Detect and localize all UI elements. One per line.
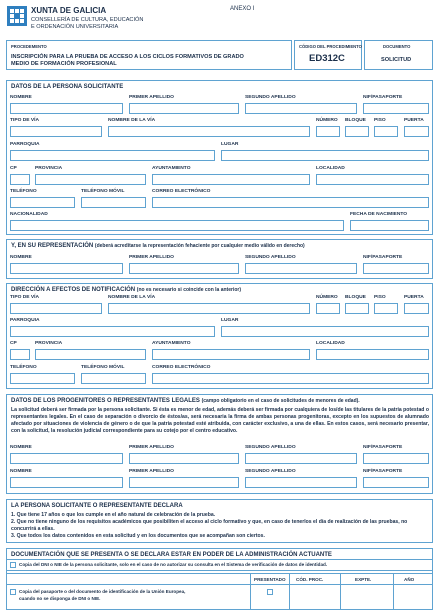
notif-door-label: PUERTA [404, 295, 424, 300]
doc2-checkbox[interactable] [10, 589, 16, 595]
applicant-street-type-label: TIPO DE VÍA [10, 118, 40, 123]
notif-block-field[interactable] [345, 303, 369, 314]
col-presented: PRESENTADO [254, 577, 286, 582]
notif-email-field[interactable] [152, 373, 429, 384]
applicant-council-label: AYUNTAMIENTO [152, 166, 191, 171]
notif-mobile-field[interactable] [81, 373, 146, 384]
parent2-surname1-label: PRIMER APELLIDO [129, 469, 174, 474]
notif-mobile-label: TELÉFONO MÓVIL [81, 365, 125, 370]
parent1-surname2-field[interactable] [245, 453, 357, 464]
ministry-line-2: E ORDENACIÓN UNIVERSITARIA [31, 24, 119, 30]
notif-province-field[interactable] [35, 349, 146, 360]
parent2-nif-label: NIF/PASAPORTE [363, 469, 403, 474]
applicant-province-label: PROVINCIA [35, 166, 63, 171]
applicant-phone-label: TELÉFONO [10, 189, 37, 194]
notif-locality-field[interactable] [316, 349, 429, 360]
applicant-street-name-label: NOMBRE DE LA VÍA [108, 118, 156, 123]
notif-province-label: PROVINCIA [35, 341, 63, 346]
parent1-surname1-label: PRIMER APELLIDO [129, 445, 174, 450]
applicant-name-field[interactable] [10, 103, 123, 114]
applicant-floor-field[interactable] [374, 126, 398, 137]
doc2-label-1: Copia del pasaporte o del documento de identificación de la Unión Europea, [19, 589, 186, 594]
applicant-floor-label: PISO [374, 118, 386, 123]
notif-council-field[interactable] [152, 349, 310, 360]
declaration-section [6, 499, 433, 543]
parent1-surname1-field[interactable] [129, 453, 239, 464]
applicant-number-label: NÚMERO [316, 118, 338, 123]
declaration-item-3: 3. Que todos los datos contenidos en esta solicitud y en los documentos que se acompañan son ciertos. [11, 533, 265, 539]
applicant-surname1-label: PRIMER APELLIDO [129, 95, 174, 100]
notification-heading: DIRECCIÓN A EFECTOS DE NOTIFICACIÓN [11, 287, 136, 293]
notification-title [11, 287, 241, 293]
parent2-nif-field[interactable] [363, 477, 429, 488]
document-box [364, 40, 433, 70]
applicant-locality-field[interactable] [316, 174, 429, 185]
applicant-parish-label: PARROQUIA [10, 142, 40, 147]
doc1-checkbox[interactable] [10, 562, 16, 568]
annex-label: ANEXO I [230, 6, 255, 12]
applicant-province-field[interactable] [35, 174, 146, 185]
document-type: SOLICITUD [381, 57, 412, 63]
col-proc-code: CÓD. PROC. [296, 577, 324, 582]
applicant-nationality-field[interactable] [10, 220, 344, 231]
applicant-council-field[interactable] [152, 174, 310, 185]
procedure-title-2: MEDIO DE FORMACIÓN PROFESIONAL [11, 61, 117, 67]
applicant-birthdate-label: FECHA DE NACIMIENTO [350, 212, 408, 217]
col-divider-4 [393, 573, 394, 610]
applicant-birthdate-field[interactable] [350, 220, 429, 231]
parents-heading: DATOS DE LOS PROGENITORES O REPRESENTANTES LEGALES [11, 398, 200, 404]
notif-parish-field[interactable] [10, 326, 215, 337]
notif-phone-label: TELÉFONO [10, 365, 37, 370]
notif-place-field[interactable] [221, 326, 429, 337]
documents-title: DOCUMENTACIÓN QUE SE PRESENTA O SE DECLARA ESTAR EN PODER DE LA ADMINISTRACIÓN ACTUANTE [11, 552, 332, 558]
representative-note: (deberá acreditarse la representación fehaciente por cualquier medio válido en derecho) [94, 243, 305, 249]
applicant-block-label: BLOQUE [345, 118, 366, 123]
notif-parish-label: PARROQUIA [10, 318, 40, 323]
doc1-label: Copia del DNI o NIE de la persona solicitante, solo en el caso de no autorizar su consulta en el Sistema de verificación de datos de identidad. [19, 562, 328, 567]
notif-street-type-label: TIPO DE VÍA [10, 295, 40, 300]
applicant-street-name-field[interactable] [108, 126, 310, 137]
declaration-item-2: 2. Que no tiene ninguno de los requisitos académicos que posibiliten el acceso al ciclo formativo y que, en caso de tenerlos el día de realización de las pruebas, no concurrirá a ellas. [11, 519, 408, 533]
applicant-title: DATOS DE LA PERSONA SOLICITANTE [11, 84, 124, 90]
applicant-surname1-field[interactable] [129, 103, 239, 114]
parents-paragraph: La solicitud deberá ser firmada por la persona solicitante. Si ésta es menor de edad, además deberá ser firmada por cualquiera de los/de las titulares de la patria potestad o representantes legales. En el caso de separación o divorcio de éstos/as, será necesaria la firma de ambas personas progenitoras, excepto en los supuestos de alumnado afectado por situaciones de violencia de género o de que la patria potestad esté atribuida, con carácter exclusivo, a una de ellas. En estos casos, será necesario presentar, con la solicitud, la resolución judicial correspondiente para su cotejo por el centro educativo. [11, 407, 429, 435]
parent2-surname2-field[interactable] [245, 477, 357, 488]
applicant-place-label: LUGAR [221, 142, 239, 147]
declaration-title: LA PERSONA SOLICITANTE O REPRESENTANTE DECLARA [11, 503, 183, 509]
procedure-code-label: CÓDIGO DEL PROCEDIMIENTO [299, 44, 362, 49]
procedure-label: PROCEDEMENTO [11, 44, 47, 49]
applicant-email-label: CORREO ELECTRÓNICO [152, 189, 211, 194]
parent2-surname2-label: SEGUNDO APELLIDO [245, 469, 296, 474]
parent1-surname2-label: SEGUNDO APELLIDO [245, 445, 296, 450]
applicant-door-label: PUERTA [404, 118, 424, 123]
representative-heading: Y, EN SU REPRESENTACIÓN [11, 243, 94, 249]
col-divider-3 [340, 573, 341, 610]
applicant-number-field[interactable] [316, 126, 340, 137]
col-divider-2 [289, 573, 290, 610]
parent1-name-label: NOMBRE [10, 445, 32, 450]
applicant-nif-label: NIF/PASAPORTE [363, 95, 403, 100]
procedure-code: ED312C [309, 53, 345, 64]
rep-name-label: NOMBRE [10, 255, 32, 260]
parent1-nif-label: NIF/PASAPORTE [363, 445, 403, 450]
procedure-title-1: INSCRIPCIÓN PARA LA PRUEBA DE ACCESO A LOS CICLOS FORMATIVOS DE GRADO [11, 54, 244, 60]
applicant-place-field[interactable] [221, 150, 429, 161]
doc2-presented-checkbox[interactable] [267, 589, 273, 595]
applicant-locality-label: LOCALIDAD [316, 166, 345, 171]
col-year: AÑO [404, 577, 415, 582]
parent1-name-field[interactable] [10, 453, 123, 464]
declaration-item-1: 1. Que tiene 17 años o que los cumple en el año natural de celebración de la prueba. [11, 512, 216, 518]
rep-surname1-label: PRIMER APELLIDO [129, 255, 174, 260]
applicant-block-field[interactable] [345, 126, 369, 137]
notif-postcode-field[interactable] [10, 349, 30, 360]
col-file: EXPTE. [355, 577, 372, 582]
notif-street-name-field[interactable] [108, 303, 310, 314]
applicant-mobile-label: TELÉFONO MÓVIL [81, 189, 125, 194]
applicant-mobile-field[interactable] [81, 197, 146, 208]
notif-floor-label: PISO [374, 295, 386, 300]
notif-floor-field[interactable] [374, 303, 398, 314]
rep-nif-label: NIF/PASAPORTE [363, 255, 403, 260]
procedure-box [6, 40, 292, 70]
rep-surname2-field[interactable] [245, 263, 357, 274]
parents-title [11, 398, 360, 404]
notif-street-name-label: NOMBRE DE LA VÍA [108, 295, 156, 300]
rep-name-field[interactable] [10, 263, 123, 274]
applicant-surname2-label: SEGUNDO APELLIDO [245, 95, 296, 100]
parent2-name-label: NOMBRE [10, 469, 32, 474]
applicant-street-type-field[interactable] [10, 126, 102, 137]
applicant-postcode-field[interactable] [10, 174, 30, 185]
notif-number-label: NÚMERO [316, 295, 338, 300]
col-divider-1 [250, 573, 251, 610]
notif-postcode-label: CP [10, 341, 17, 346]
rep-surname1-field[interactable] [129, 263, 239, 274]
notif-number-field[interactable] [316, 303, 340, 314]
notif-block-label: BLOQUE [345, 295, 366, 300]
notif-phone-field[interactable] [10, 373, 75, 384]
rep-nif-field[interactable] [363, 263, 429, 274]
applicant-postcode-label: CP [10, 166, 17, 171]
notif-locality-label: LOCALIDAD [316, 341, 345, 346]
representative-title [11, 243, 305, 249]
parents-note: (campo obligatorio en el caso de solicitudes de menores de edad). [201, 398, 360, 404]
org-name: XUNTA DE GALICIA [31, 6, 107, 15]
xunta-logo [7, 6, 27, 26]
rep-surname2-label: SEGUNDO APELLIDO [245, 255, 296, 260]
applicant-parish-field[interactable] [10, 150, 215, 161]
doc2-label-2: cuando no se disponga de DNI o NIE. [19, 596, 101, 601]
notif-place-label: LUGAR [221, 318, 239, 323]
applicant-phone-field[interactable] [10, 197, 75, 208]
applicant-surname2-field[interactable] [245, 103, 357, 114]
notification-note: (no es necesario si coincide con la anterior) [136, 287, 241, 293]
parent1-nif-field[interactable] [363, 453, 429, 464]
parent2-surname1-field[interactable] [129, 477, 239, 488]
applicant-door-field[interactable] [404, 126, 429, 137]
notif-door-field[interactable] [404, 303, 429, 314]
applicant-email-field[interactable] [152, 197, 429, 208]
notif-email-label: CORREO ELECTRÓNICO [152, 365, 211, 370]
applicant-nationality-label: NACIONALIDAD [10, 212, 48, 217]
procedure-code-box [294, 40, 362, 70]
notif-council-label: AYUNTAMIENTO [152, 341, 191, 346]
applicant-name-label: NOMBRE [10, 95, 32, 100]
applicant-nif-field[interactable] [363, 103, 429, 114]
document-label: DOCUMENTO [383, 44, 411, 49]
ministry-line-1: CONSELLERÍA DE CULTURA, EDUCACIÓN [31, 17, 144, 23]
notif-street-type-field[interactable] [10, 303, 102, 314]
xunta-logo-icon [7, 6, 27, 26]
parent2-name-field[interactable] [10, 477, 123, 488]
